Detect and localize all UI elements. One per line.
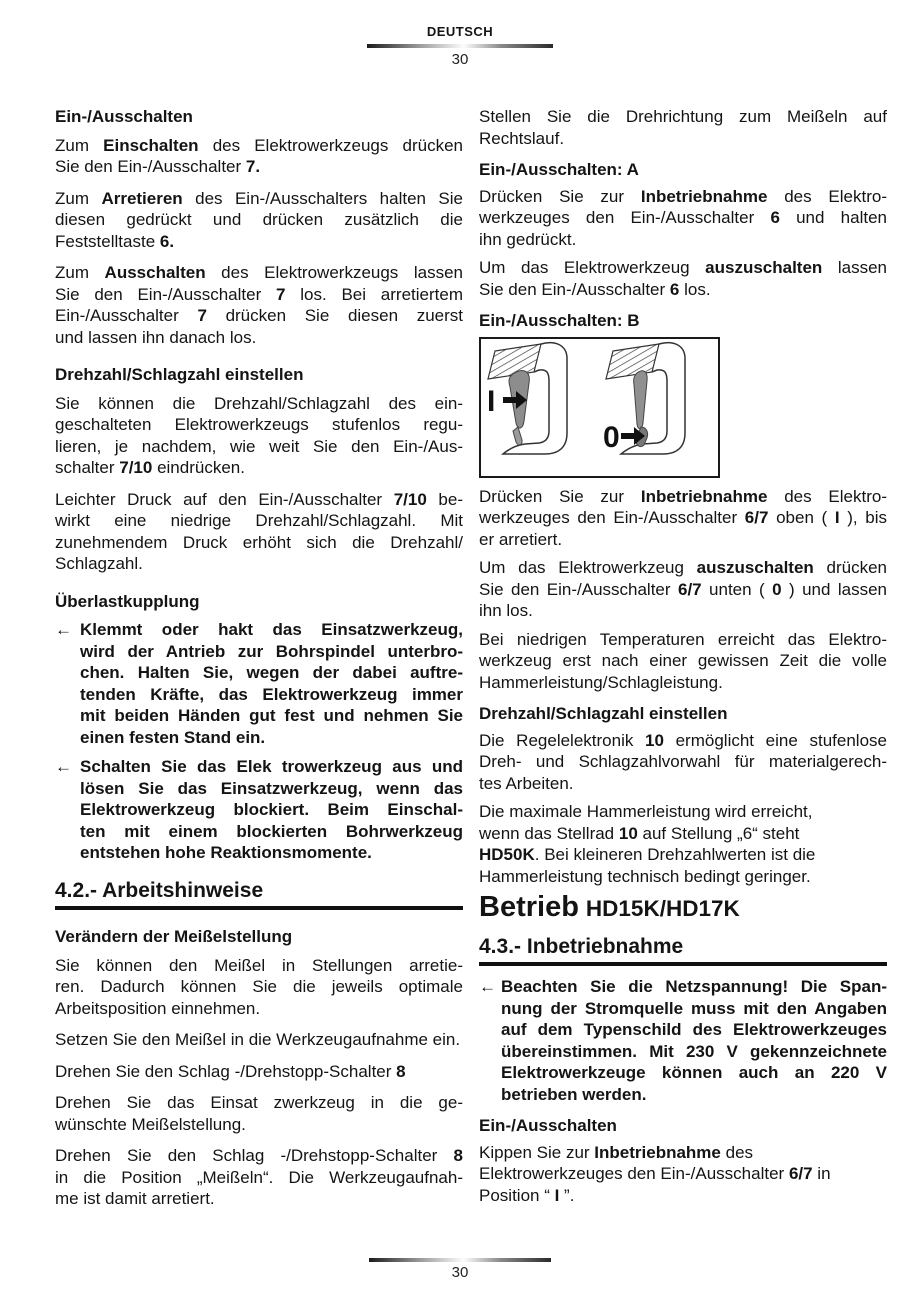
paragraph: [55, 1029, 463, 1051]
text-line: [479, 773, 887, 795]
bold-text-run: auszuschalten: [696, 558, 814, 577]
bold-text-run: 7: [276, 284, 286, 304]
text-run: des: [720, 1142, 754, 1162]
header-language-label: DEUTSCH: [426, 24, 494, 39]
content-columns: [55, 106, 887, 1220]
text-run: Kippen Sie zur: [479, 1142, 595, 1162]
text-run: drücken: [813, 558, 888, 577]
bold-text-run: nung der Stromquelle muss mit den Angaben: [501, 998, 887, 1018]
bullet-item: [479, 976, 887, 1105]
text-run: werkzeug erst nach einer gewissen Zeit die volle: [479, 651, 887, 670]
on-position-label: I: [487, 384, 496, 418]
subheading: Verändern der Meißelstellung: [55, 927, 293, 946]
page-header: [0, 24, 920, 68]
text-run: diesen gedrückt und drücken zusätzlich die: [55, 210, 463, 229]
subheading: Überlastkupplung: [55, 591, 200, 611]
figure-illustration: [479, 337, 887, 478]
text-line: [55, 489, 463, 511]
header-rule: [367, 44, 553, 48]
text-line: [80, 821, 463, 843]
text-run: Feststelltaste: [55, 231, 160, 251]
paragraph: [479, 730, 887, 795]
text-line: [479, 629, 887, 651]
text-run: Die maximale Hammerleistung wird erreicht,: [479, 802, 813, 821]
text-line: [55, 532, 463, 554]
left-column: [55, 106, 463, 1220]
paragraph: [479, 629, 887, 694]
text-line: [55, 1092, 463, 1114]
text-run: des Elektro-: [767, 486, 887, 506]
text-run: lassen: [822, 258, 887, 277]
text-line: [55, 1029, 463, 1051]
text-line: [55, 553, 463, 575]
footer-page-number: 30: [451, 1264, 469, 1281]
text-line: [80, 641, 463, 663]
text-run: des Elektrowerkzeugs drücken: [198, 135, 463, 155]
text-run: des Elektrowerkzeugs lassen: [205, 263, 463, 282]
text-run: Hammerleistung/Schlagleistung.: [479, 672, 723, 692]
bold-text-run: chen. Halten Sie, wegen der dabei auftre-: [80, 663, 463, 682]
text-line: [80, 842, 463, 864]
paragraph: [55, 1145, 463, 1210]
bold-text-run: I: [834, 508, 840, 527]
paragraph: [55, 393, 463, 479]
text-line: [479, 557, 887, 579]
text-run: ”.: [559, 1185, 575, 1205]
paragraph: [479, 186, 887, 251]
text-line: [501, 1062, 887, 1084]
text-line: [479, 844, 887, 866]
text-line: [479, 801, 887, 823]
text-run: Dreh- und Schlagzahlvorwahl für materialgerech-: [479, 752, 887, 771]
bold-text-run: wird der Antrieb zur Bohrspindel unterbro-: [80, 641, 463, 661]
text-run: wenn das Stellrad: [479, 823, 619, 843]
text-run: und halten: [779, 208, 887, 227]
text-line: [55, 327, 463, 349]
bold-text-run: ten mit einem blockierten Bohrwerkzeug: [80, 821, 463, 841]
text-line: [501, 998, 887, 1020]
text-line: [55, 188, 463, 210]
bold-text-run: Inbetriebnahme: [594, 1142, 721, 1162]
text-run: Sie den Ein-/Ausschalter: [479, 279, 670, 299]
text-run: Leichter Druck auf den Ein-/Ausschalter: [55, 489, 394, 509]
text-run: ) und lassen: [781, 579, 887, 599]
text-run: me ist damit arretiert.: [55, 1189, 215, 1208]
text-line: [479, 486, 887, 508]
text-line: [501, 976, 887, 998]
bullet-item: [55, 756, 463, 864]
bold-text-run: 6.: [159, 231, 175, 251]
text-run: oben (: [768, 508, 835, 527]
text-line: [479, 751, 887, 773]
text-line: [80, 705, 463, 727]
bold-text-run: Ausschalten: [104, 263, 206, 282]
text-run: Schlagzahl.: [55, 554, 143, 573]
text-line: [501, 1041, 887, 1063]
text-line: [479, 507, 887, 529]
text-line: [55, 1145, 463, 1167]
bold-text-run: 6/7: [744, 508, 769, 527]
text-line: [479, 529, 887, 551]
text-run: Sie können die Drehzahl/Schlagzahl des ein-: [55, 393, 463, 413]
bold-text-run: Inbetriebnahme: [640, 486, 768, 506]
bold-text-run: übereinstimmen. Mit 230 V gekennzeichnete: [501, 1041, 887, 1061]
off-position-label: 0: [603, 420, 620, 454]
text-line: [479, 106, 887, 128]
bullet-text: [80, 619, 463, 748]
bold-text-run: mit beiden Händen gut fest und nehmen Sie: [80, 706, 463, 725]
bold-text-run: 6: [770, 208, 780, 227]
text-run: Sie den Ein-/Ausschalter: [55, 284, 277, 304]
left-arrow-icon: ←: [479, 977, 496, 996]
bold-text-run: Klemmt oder hakt das Einsatzwerkzeug,: [80, 620, 463, 639]
page-footer: [0, 1258, 920, 1281]
text-run: Zum: [55, 263, 105, 282]
text-run: geschalteten Elektrowerkzeugs stufenlos regu-: [55, 415, 463, 434]
text-line: [55, 976, 463, 998]
text-line: [479, 823, 887, 845]
text-run: Zum: [55, 188, 102, 208]
text-run: Drücken Sie zur: [479, 486, 641, 506]
text-run: Drücken Sie zur: [479, 186, 641, 206]
text-line: [80, 778, 463, 800]
bold-text-run: Arretieren: [101, 188, 183, 208]
paragraph: [55, 955, 463, 1020]
text-run: in die Position „Meißeln“. Die Werkzeugaufnah-: [55, 1167, 463, 1187]
bold-text-run: 6/7: [677, 579, 702, 599]
bold-text-run: 7/10: [119, 458, 153, 477]
text-line: [479, 279, 887, 301]
text-line: [55, 1167, 463, 1189]
text-line: [55, 393, 463, 415]
text-run: Sie können den Meißel in Stellungen arretie-: [55, 955, 463, 975]
text-run: und lassen ihn danach los.: [55, 327, 257, 347]
bold-text-run: tenden Kräfte, das Elektrowerkzeug immer: [80, 684, 463, 704]
text-line: [479, 1163, 887, 1185]
text-run: ihn los.: [479, 601, 533, 620]
text-run: ihn gedrückt.: [479, 229, 577, 249]
bold-text-run: 7: [197, 306, 207, 325]
text-line: [80, 756, 463, 778]
paragraph: [479, 257, 887, 300]
text-run: be-: [426, 489, 463, 509]
text-line: [80, 662, 463, 684]
text-run: er arretiert.: [479, 529, 563, 549]
text-run: werkzeuges den Ein-/Ausschalter: [479, 208, 771, 227]
text-line: [55, 284, 463, 306]
text-run: Sie den Ein-/Ausschalter: [55, 157, 246, 176]
text-run: Zum: [55, 135, 104, 155]
text-line: [55, 510, 463, 532]
text-run: Die Regelelektronik: [479, 730, 646, 750]
text-run: ), bis: [839, 508, 887, 527]
text-run: los.: [679, 279, 711, 299]
text-run: in: [812, 1164, 831, 1183]
header-page-number: 30: [451, 51, 469, 68]
text-run: Bei niedrigen Temperaturen erreicht das Elektro-: [479, 629, 887, 649]
text-run: ermöglicht eine stufenlose: [663, 730, 887, 750]
text-run: tes Arbeiten.: [479, 773, 574, 793]
text-line: [479, 207, 887, 229]
text-run: los. Bei arretiertem: [285, 284, 463, 304]
left-arrow-icon: ←: [55, 620, 72, 639]
text-run: Stellen Sie die Drehrichtung zum Meißeln auf: [479, 107, 887, 126]
text-run: Sie den Ein-/Ausschalter: [479, 579, 678, 599]
text-run: Rechtslauf.: [479, 128, 565, 148]
bold-text-run: 10: [618, 823, 638, 843]
paragraph: [479, 557, 887, 622]
text-run: Elektrowerkzeuges den Ein-/Ausschalter: [479, 1164, 789, 1183]
text-line: [55, 1188, 463, 1210]
bold-text-run: entstehen hohe Reaktionsmomente.: [80, 843, 372, 862]
bold-text-run: Einschalten: [103, 135, 199, 155]
text-run: wirkt eine niedrige Drehzahl/Schlagzahl. Mit: [55, 511, 463, 530]
paragraph: [479, 106, 887, 149]
text-run: unten (: [701, 579, 773, 599]
text-line: [501, 1019, 887, 1041]
text-line: [479, 186, 887, 208]
bold-text-run: Schalten Sie das Elek trowerkzeug aus und: [80, 757, 463, 776]
paragraph: [55, 1092, 463, 1135]
text-run: eindrücken.: [152, 458, 245, 477]
subheading: Ein-/Ausschalten: [479, 1116, 617, 1135]
bold-text-run: 6: [669, 279, 680, 299]
text-run: Drehen Sie den Schlag -/Drehstopp-Schalter: [55, 1061, 397, 1081]
subheading: Ein-/Ausschalten: B: [479, 311, 640, 330]
text-run: Drehen Sie das Einsat zwerkzeug in die ge-: [55, 1093, 463, 1112]
text-run: ren. Dadurch können Sie die jeweils optimale: [55, 977, 463, 996]
text-line: [479, 1142, 887, 1164]
text-line: [55, 209, 463, 231]
paragraph: [479, 486, 887, 551]
bold-text-run: einen festen Stand ein.: [80, 727, 266, 747]
text-run: Ein-/Ausschalter: [55, 306, 198, 325]
text-run: zunehmendem Druck erhöht sich die Drehzahl/: [55, 532, 463, 552]
bold-text-run: 6/7: [788, 1164, 813, 1183]
subheading: Ein-/Ausschalten: A: [479, 160, 639, 179]
switch-figure-svg: [479, 337, 720, 478]
text-line: [55, 436, 463, 458]
bold-text-run: Inbetriebnahme: [640, 186, 768, 206]
text-run: auf Stellung „6“ steht: [637, 823, 800, 843]
bold-text-run: auszuschalten: [705, 258, 823, 277]
title-main: Betrieb: [479, 891, 579, 923]
text-line: [55, 156, 463, 178]
text-run: des Elektro-: [767, 186, 887, 206]
text-line: [479, 229, 887, 251]
subheading: Drehzahl/Schlagzahl einstellen: [55, 365, 304, 384]
text-line: [80, 684, 463, 706]
text-line: [55, 135, 463, 157]
paragraph: [55, 135, 463, 178]
text-line: [55, 305, 463, 327]
text-run: Drehen Sie den Schlag -/Drehstopp-Schalter: [55, 1146, 454, 1165]
bold-text-run: betrieben werden.: [501, 1084, 647, 1104]
text-line: [479, 866, 887, 888]
bold-text-run: Elektrowerkzeuge können auch an 220 V: [501, 1063, 887, 1082]
bullet-text: [501, 976, 887, 1105]
text-run: Um das Elektrowerkzeug: [479, 558, 697, 577]
bold-text-run: lösen Sie das Einsatzwerkzeug, wenn das: [80, 778, 463, 798]
paragraph: [479, 801, 887, 887]
text-line: [55, 1061, 463, 1083]
text-line: [55, 1114, 463, 1136]
text-run: Hammerleistung technisch bedingt geringer.: [479, 866, 811, 886]
text-line: [479, 672, 887, 694]
paragraph: [55, 1061, 463, 1083]
bold-text-run: 10: [645, 730, 664, 750]
section-heading: 4.2.- Arbeitshinweise: [55, 880, 463, 911]
left-arrow-icon: ←: [55, 757, 72, 776]
text-line: [479, 257, 887, 279]
text-run: Position “: [479, 1185, 555, 1205]
text-line: [80, 727, 463, 749]
title-sub: HD15K/HD17K: [585, 896, 740, 921]
text-line: [55, 955, 463, 977]
text-run: . Bei kleineren Drehzahlwerten ist die: [534, 845, 816, 864]
text-line: [55, 998, 463, 1020]
footer-rule: [369, 1258, 551, 1262]
text-run: werkzeuges den Ein-/Ausschalter: [479, 508, 745, 527]
text-run: drücken Sie diesen zuerst: [206, 306, 463, 325]
document-title: [479, 891, 887, 923]
bold-text-run: HD50K: [479, 845, 535, 864]
text-line: [479, 128, 887, 150]
text-line: [80, 619, 463, 641]
paragraph: [55, 489, 463, 575]
paragraph: [55, 262, 463, 348]
text-line: [479, 650, 887, 672]
bold-text-run: Beachten Sie die Netzspannung! Die Span-: [501, 977, 887, 996]
bold-text-run: Elektrowerkzeug blockiert. Beim Einschal-: [80, 800, 463, 819]
section-heading: 4.3.- Inbetriebnahme: [479, 936, 887, 967]
text-run: Arbeitsposition einnehmen.: [55, 998, 261, 1018]
right-column: [479, 106, 887, 1220]
text-run: Um das Elektrowerkzeug: [479, 258, 706, 277]
text-line: [55, 262, 463, 284]
bold-text-run: 7.: [245, 157, 261, 176]
paragraph: [479, 1142, 887, 1207]
subheading: Ein-/Ausschalten: [55, 107, 193, 126]
bold-text-run: 7/10: [393, 489, 427, 509]
text-line: [80, 799, 463, 821]
text-line: [479, 1185, 887, 1207]
text-line: [479, 600, 887, 622]
text-line: [55, 231, 463, 253]
bold-text-run: 8: [453, 1146, 463, 1165]
paragraph: [55, 188, 463, 253]
text-line: [479, 730, 887, 752]
text-line: [501, 1084, 887, 1106]
bold-text-run: 0: [772, 579, 782, 599]
bullet-item: [55, 619, 463, 748]
text-run: wünschte Meißelstellung.: [55, 1114, 246, 1134]
text-run: Setzen Sie den Meißel in die Werkzeugaufnahme ein.: [55, 1030, 461, 1049]
text-line: [55, 414, 463, 436]
text-line: [55, 457, 463, 479]
bold-text-run: I: [554, 1185, 560, 1205]
text-run: schalter: [55, 458, 120, 477]
bold-text-run: 8: [396, 1061, 406, 1081]
bold-text-run: auf dem Typenschild des Elektrowerkzeuges: [501, 1020, 887, 1039]
text-line: [479, 579, 887, 601]
subheading: Drehzahl/Schlagzahl einstellen: [479, 704, 728, 723]
bullet-text: [80, 756, 463, 864]
text-run: des Ein-/Ausschalters halten Sie: [182, 188, 463, 208]
text-run: lieren, je nachdem, wie weit Sie den Ein-/Aus-: [55, 436, 463, 456]
